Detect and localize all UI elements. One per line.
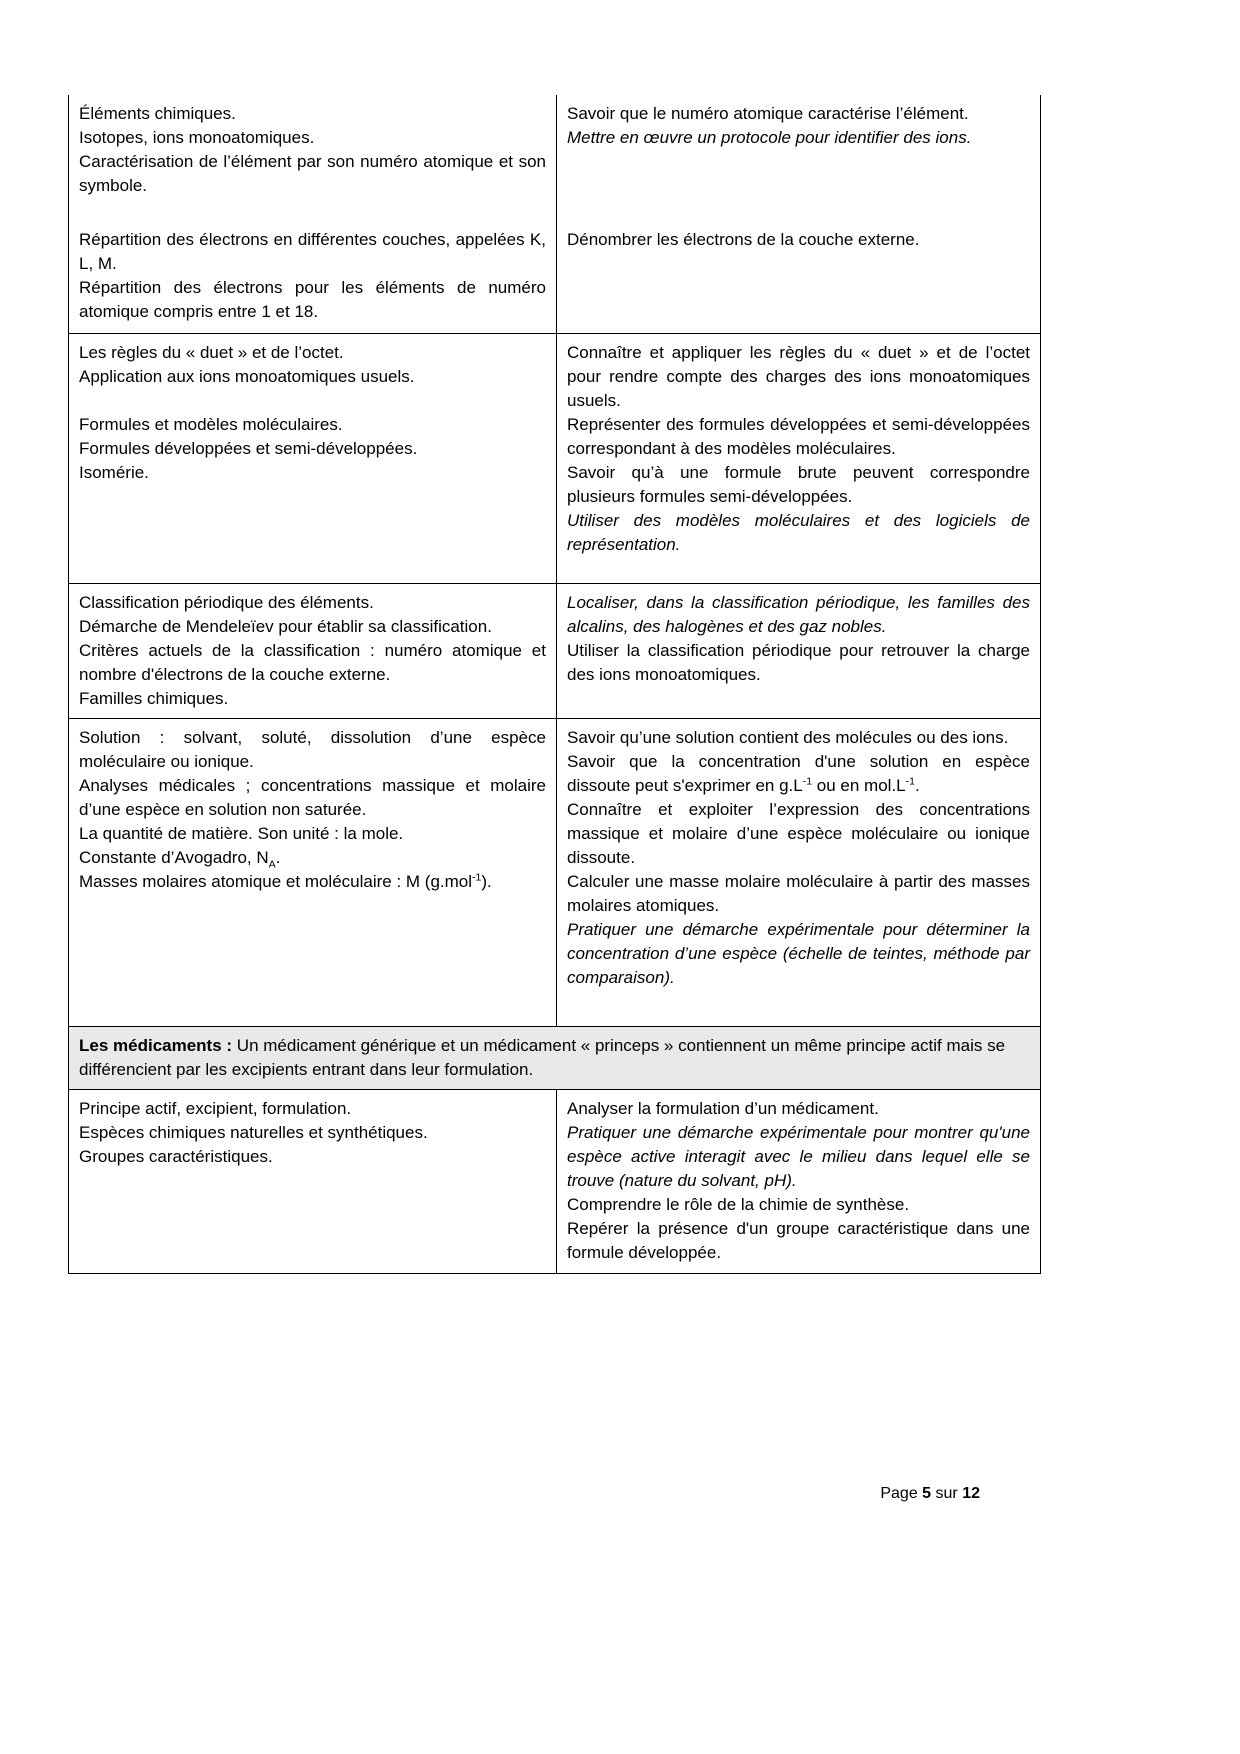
paragraph: Groupes caractéristiques. xyxy=(79,1146,273,1166)
paragraph: Utiliser des modèles moléculaires et des logiciels de représentation. xyxy=(567,510,1030,554)
table-row xyxy=(69,1089,1041,1273)
table-row xyxy=(69,1026,1041,1089)
paragraph: Démarche de Mendeleïev pour établir sa classification. xyxy=(79,616,492,636)
subscript: A xyxy=(268,857,276,870)
text-segment: . xyxy=(914,775,920,795)
paragraph xyxy=(567,750,1030,798)
table-row xyxy=(69,583,1041,718)
paragraph: Critères actuels de la classification : numéro atomique et nombre d'électrons de la couche externe. xyxy=(79,640,546,684)
text-segment: Masses molaires atomique et moléculaire : M (g.mol xyxy=(79,871,473,891)
paragraph: Isomérie. xyxy=(79,462,149,482)
paragraph: Savoir qu’à une formule brute peuvent correspondre plusieurs formules semi-développées. xyxy=(567,462,1030,506)
competences-cell xyxy=(557,221,1041,333)
table-row xyxy=(69,333,1041,583)
footer-separator: sur xyxy=(931,1485,963,1502)
paragraph: Savoir qu’une solution contient des molécules ou des ions. xyxy=(567,727,1009,747)
total-pages: 12 xyxy=(962,1485,980,1502)
page-number: 5 xyxy=(922,1485,932,1502)
paragraph: Savoir que le numéro atomique caractérise l’élément. xyxy=(567,104,969,123)
notions-cell xyxy=(69,718,557,1026)
notions-cell xyxy=(69,583,557,718)
paragraph: Localiser, dans la classification périodique, les familles des alcalins, des halogènes et des gaz nobles. xyxy=(567,592,1030,636)
paragraph: Utiliser la classification périodique pour retrouver la charge des ions monoatomiques. xyxy=(567,640,1030,684)
notions-cell xyxy=(69,333,557,583)
table-row xyxy=(69,221,1041,333)
paragraph: Principe actif, excipient, formulation. xyxy=(79,1098,352,1118)
paragraph: Familles chimiques. xyxy=(79,688,229,708)
banner-text: Un médicament générique et un médicament « princeps » contiennent un même principe actif mais se différencient par les excipients entrant dans leur formulation. xyxy=(79,1035,1006,1079)
paragraph: Connaître et appliquer les règles du « duet » et de l’octet pour rendre compte des charges des ions monoatomiques usuels. xyxy=(567,342,1030,410)
superscript: -1 xyxy=(905,774,915,787)
notions-cell xyxy=(69,221,557,333)
paragraph: Pratiquer une démarche expérimentale pour déterminer la concentration d’une espèce (échelle de teintes, méthode par comparaison). xyxy=(567,919,1030,987)
text-segment: Constante d’Avogadro, N xyxy=(79,847,269,867)
superscript: -1 xyxy=(472,870,482,883)
text-segment: . xyxy=(275,847,281,867)
competences-cell xyxy=(557,583,1041,718)
paragraph: Dénombrer les électrons de la couche externe. xyxy=(567,230,920,249)
competences-cell xyxy=(557,1089,1041,1273)
banner-title: Les médicaments : xyxy=(79,1035,233,1055)
table-row xyxy=(69,718,1041,1026)
competences-cell xyxy=(557,95,1041,221)
paragraph: Analyser la formulation d’un médicament. xyxy=(567,1098,879,1118)
text-segment: Savoir que la concentration d'une solution en espèce dissoute peut s'exprimer en g.L xyxy=(567,751,1030,795)
paragraph: Repérer la présence d'un groupe caractéristique dans une formule développée. xyxy=(567,1218,1030,1262)
page-footer xyxy=(68,1482,980,1506)
notions-cell xyxy=(69,1089,557,1273)
banner-paragraph xyxy=(79,1034,1030,1082)
paragraph: Connaître et exploiter l’expression des concentrations massique et molaire d’une espèce moléculaire ou ionique dissoute. xyxy=(567,799,1030,867)
paragraph: Analyses médicales ; concentrations massique et molaire d’une espèce en solution non saturée. xyxy=(79,775,546,819)
paragraph: Isotopes, ions monoatomiques. xyxy=(79,128,315,147)
paragraph: Les règles du « duet » et de l’octet. xyxy=(79,342,344,362)
paragraph: Représenter des formules développées et semi-développées correspondant à des modèles moléculaires. xyxy=(567,414,1030,458)
paragraph xyxy=(79,870,546,894)
curriculum-table xyxy=(68,95,1041,1274)
paragraph: Mettre en œuvre un protocole pour identifier des ions. xyxy=(567,128,972,147)
notions-cell xyxy=(69,95,557,221)
paragraph: Comprendre le rôle de la chimie de synthèse. xyxy=(567,1194,910,1214)
paragraph: Pratiquer une démarche expérimentale pour montrer qu'une espèce active interagit avec le milieu dans lequel elle se trouve (nature du solvant, pH). xyxy=(567,1122,1030,1190)
paragraph: Classification périodique des éléments. xyxy=(79,592,374,612)
paragraph: Formules développées et semi-développées. xyxy=(79,438,418,458)
footer-label: Page xyxy=(880,1485,923,1502)
paragraph: La quantité de matière. Son unité : la mole. xyxy=(79,823,404,843)
paragraph: Solution : solvant, soluté, dissolution d’une espèce moléculaire ou ionique. xyxy=(79,727,546,771)
competences-cell xyxy=(557,333,1041,583)
competences-cell xyxy=(557,718,1041,1026)
paragraph xyxy=(79,846,546,870)
paragraph: Formules et modèles moléculaires. xyxy=(79,414,343,434)
text-segment: ). xyxy=(481,871,492,891)
text-segment: ou en mol.L xyxy=(812,775,906,795)
paragraph: Répartition des électrons pour les éléments de numéro atomique compris entre 1 et 18. xyxy=(79,278,546,321)
paragraph: Application aux ions monoatomiques usuels. xyxy=(79,366,415,386)
paragraph: Éléments chimiques. xyxy=(79,104,236,123)
superscript: -1 xyxy=(802,774,813,787)
paragraph: Répartition des électrons en différentes couches, appelées K, L, M. xyxy=(79,230,546,273)
paragraph: Espèces chimiques naturelles et synthétiques. xyxy=(79,1122,428,1142)
table-row xyxy=(69,95,1041,221)
paragraph: Calculer une masse molaire moléculaire à partir des masses molaires atomiques. xyxy=(567,871,1030,915)
paragraph: Caractérisation de l’élément par son numéro atomique et son symbole. xyxy=(79,152,546,195)
medicaments-banner xyxy=(69,1026,1041,1089)
